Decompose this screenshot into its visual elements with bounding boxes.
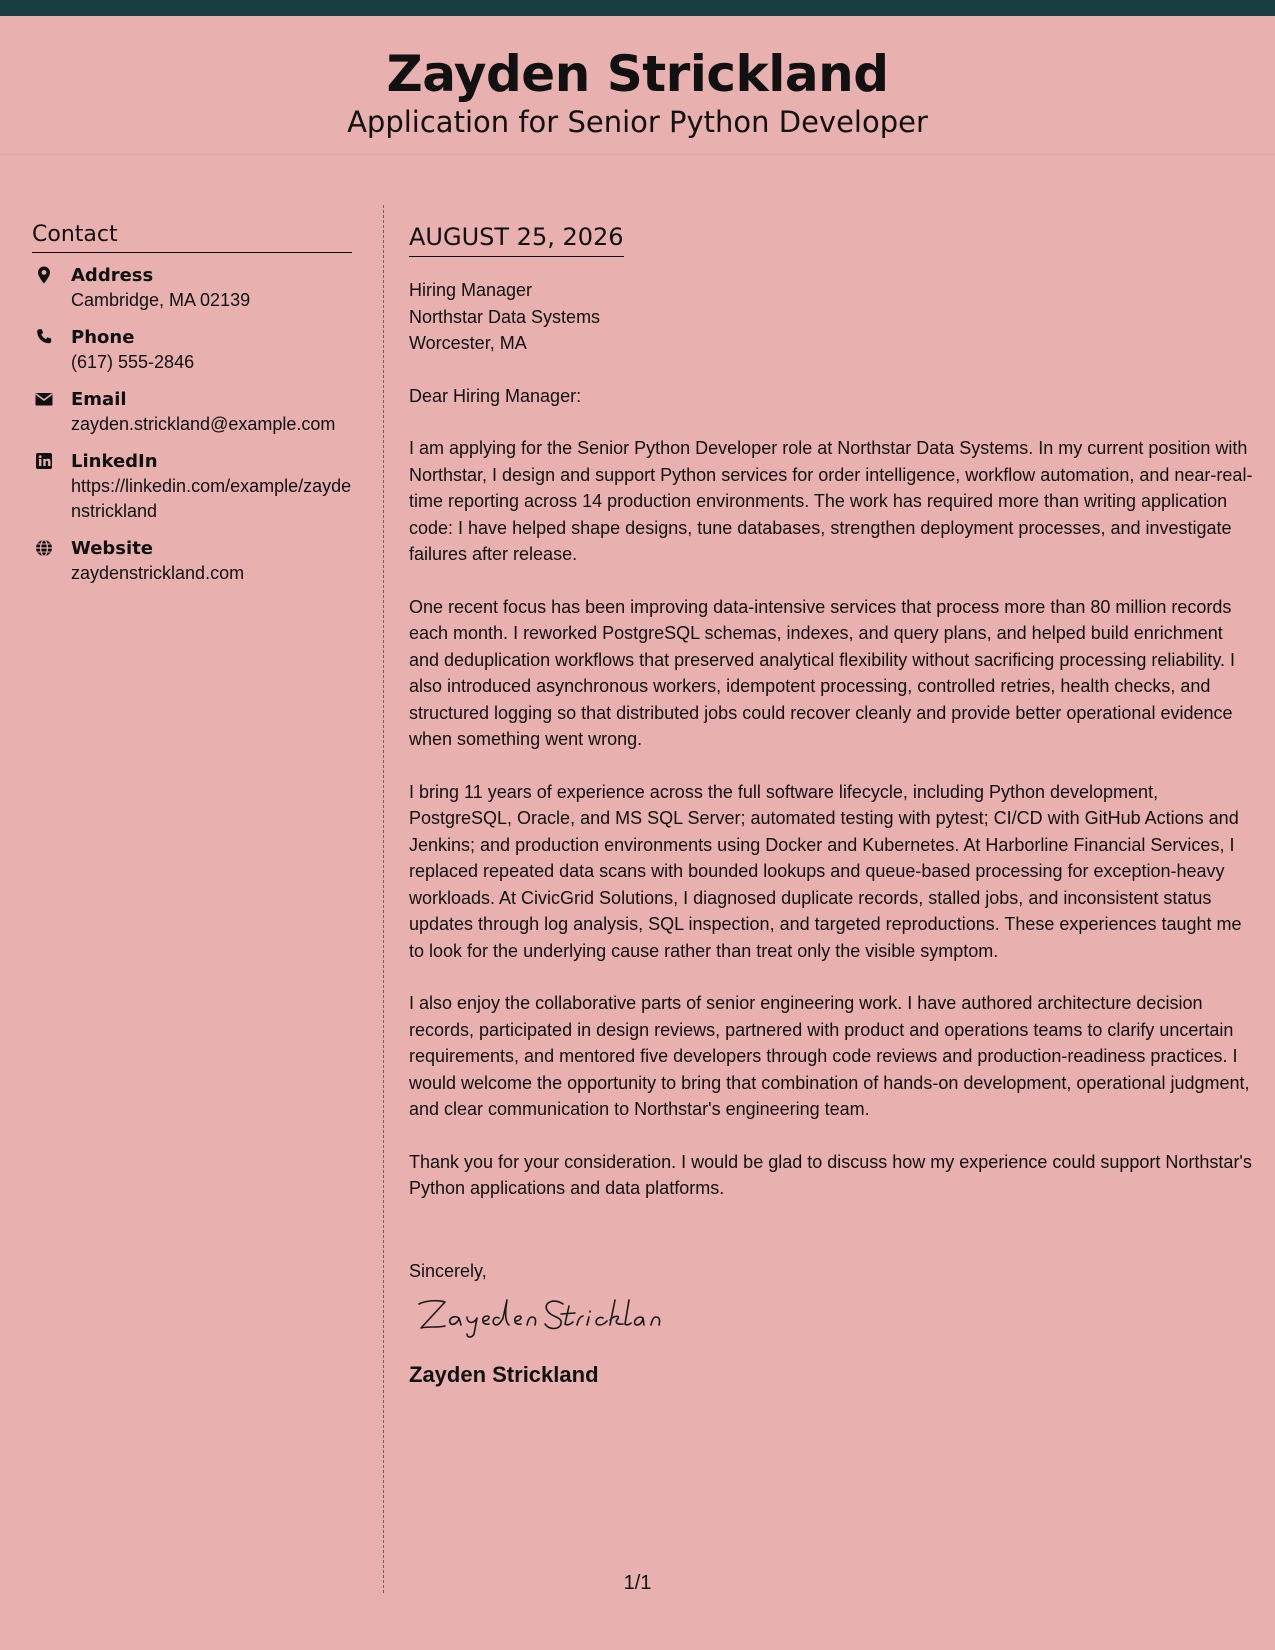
email-label: Email (71, 389, 127, 410)
letter-date: AUGUST 25, 2026 (409, 222, 624, 257)
contact-email (32, 387, 352, 437)
globe-icon (34, 538, 54, 558)
column-divider (383, 205, 384, 1593)
recipient-line: Worcester, MA (409, 333, 527, 353)
email-value: zayden.strickland@example.com (71, 414, 336, 434)
letter-header (0, 16, 1275, 155)
contact-phone (32, 325, 352, 375)
contact-heading: Contact (32, 220, 352, 253)
phone-icon (34, 327, 54, 347)
phone-label: Phone (71, 327, 135, 348)
body-paragraph: I am applying for the Senior Python Developer role at Northstar Data Systems. In my current position with Northstar, I design and support Python services for order intelligence, workflow automation, and near-real-time reporting across 14 production environments. The work has required more than writing application code: I have helped shape designs, tune databases, strengthen deployment processes, and investigate failures after release. (409, 438, 1253, 564)
linkedin-icon (34, 451, 54, 471)
address-label: Address (71, 265, 154, 286)
body-paragraph: One recent focus has been improving data-intensive services that process more than 80 million records each month. I reworked PostgreSQL schemas, indexes, and query plans, and helped build enrichment and deduplication workflows that preserved analytical flexibility without sacrificing processing reliability. I also introduced asynchronous workers, idempotent processing, controlled retries, health checks, and structured logging so that distributed jobs could recover cleanly and provide better operational evidence when something went wrong. (409, 596, 1236, 749)
page-number: 1/1 (623, 1572, 652, 1594)
body-paragraph: I bring 11 years of experience across the full software lifecycle, including Python development, PostgreSQL, Oracle, and MS SQL Server; automated testing with pytest; CI/CD with GitHub Actions and Jenkins; and production environments using Docker and Kubernetes. At Harborline Financial Services, I replaced repeated data scans with bounded lookups and queue-based processing for exception-heavy workloads. At CivicGrid Solutions, I diagnosed duplicate records, stalled jobs, and inconsistent status updates through log analysis, SQL inspection, and targeted reproductions. These experiences taught me to look for the underlying cause rather than treat only the visible symptom. (409, 781, 1242, 961)
handwritten-signature (411, 1288, 671, 1340)
applicant-name: Zayden Strickland (386, 45, 889, 103)
application-subtitle: Application for Senior Python Developer (347, 105, 928, 139)
website-value[interactable]: zaydenstrickland.com (71, 563, 245, 583)
body-paragraph: Thank you for your consideration. I would be glad to discuss how my experience could support Northstar's Python applications and data platforms. (409, 1151, 1252, 1198)
contact-address (32, 263, 352, 313)
website-label: Website (71, 538, 154, 559)
address-value: Cambridge, MA 02139 (71, 290, 251, 310)
envelope-icon (34, 389, 54, 409)
salutation: Dear Hiring Manager: (409, 385, 582, 406)
top-accent-bar (0, 0, 1275, 16)
body-paragraph: I also enjoy the collaborative parts of senior engineering work. I have authored architecture decision records, participated in design reviews, partnered with product and operations teams to clarify uncertain requirements, and mentored five developers through code reviews and production-readiness practices. I would welcome the opportunity to bring that combination of hands-on development, operational judgment, and clear communication to Northstar's engineering team. (409, 993, 1250, 1119)
recipient-block (409, 277, 1254, 357)
contact-sidebar (32, 220, 352, 598)
map-pin-icon (34, 265, 54, 285)
linkedin-value[interactable]: https://linkedin.com/example/zaydenstrickland (71, 476, 352, 521)
phone-value: (617) 555-2846 (71, 352, 195, 372)
contact-linkedin (32, 449, 352, 524)
contact-website (32, 536, 352, 586)
linkedin-label: LinkedIn (71, 451, 158, 472)
contact-list (32, 263, 352, 586)
signed-name: Zayden Strickland (409, 1362, 599, 1387)
recipient-line: Northstar Data Systems (409, 306, 601, 327)
letter-body (409, 222, 1254, 1390)
closing: Sincerely, (409, 1260, 487, 1281)
recipient-line: Hiring Manager (409, 280, 533, 300)
